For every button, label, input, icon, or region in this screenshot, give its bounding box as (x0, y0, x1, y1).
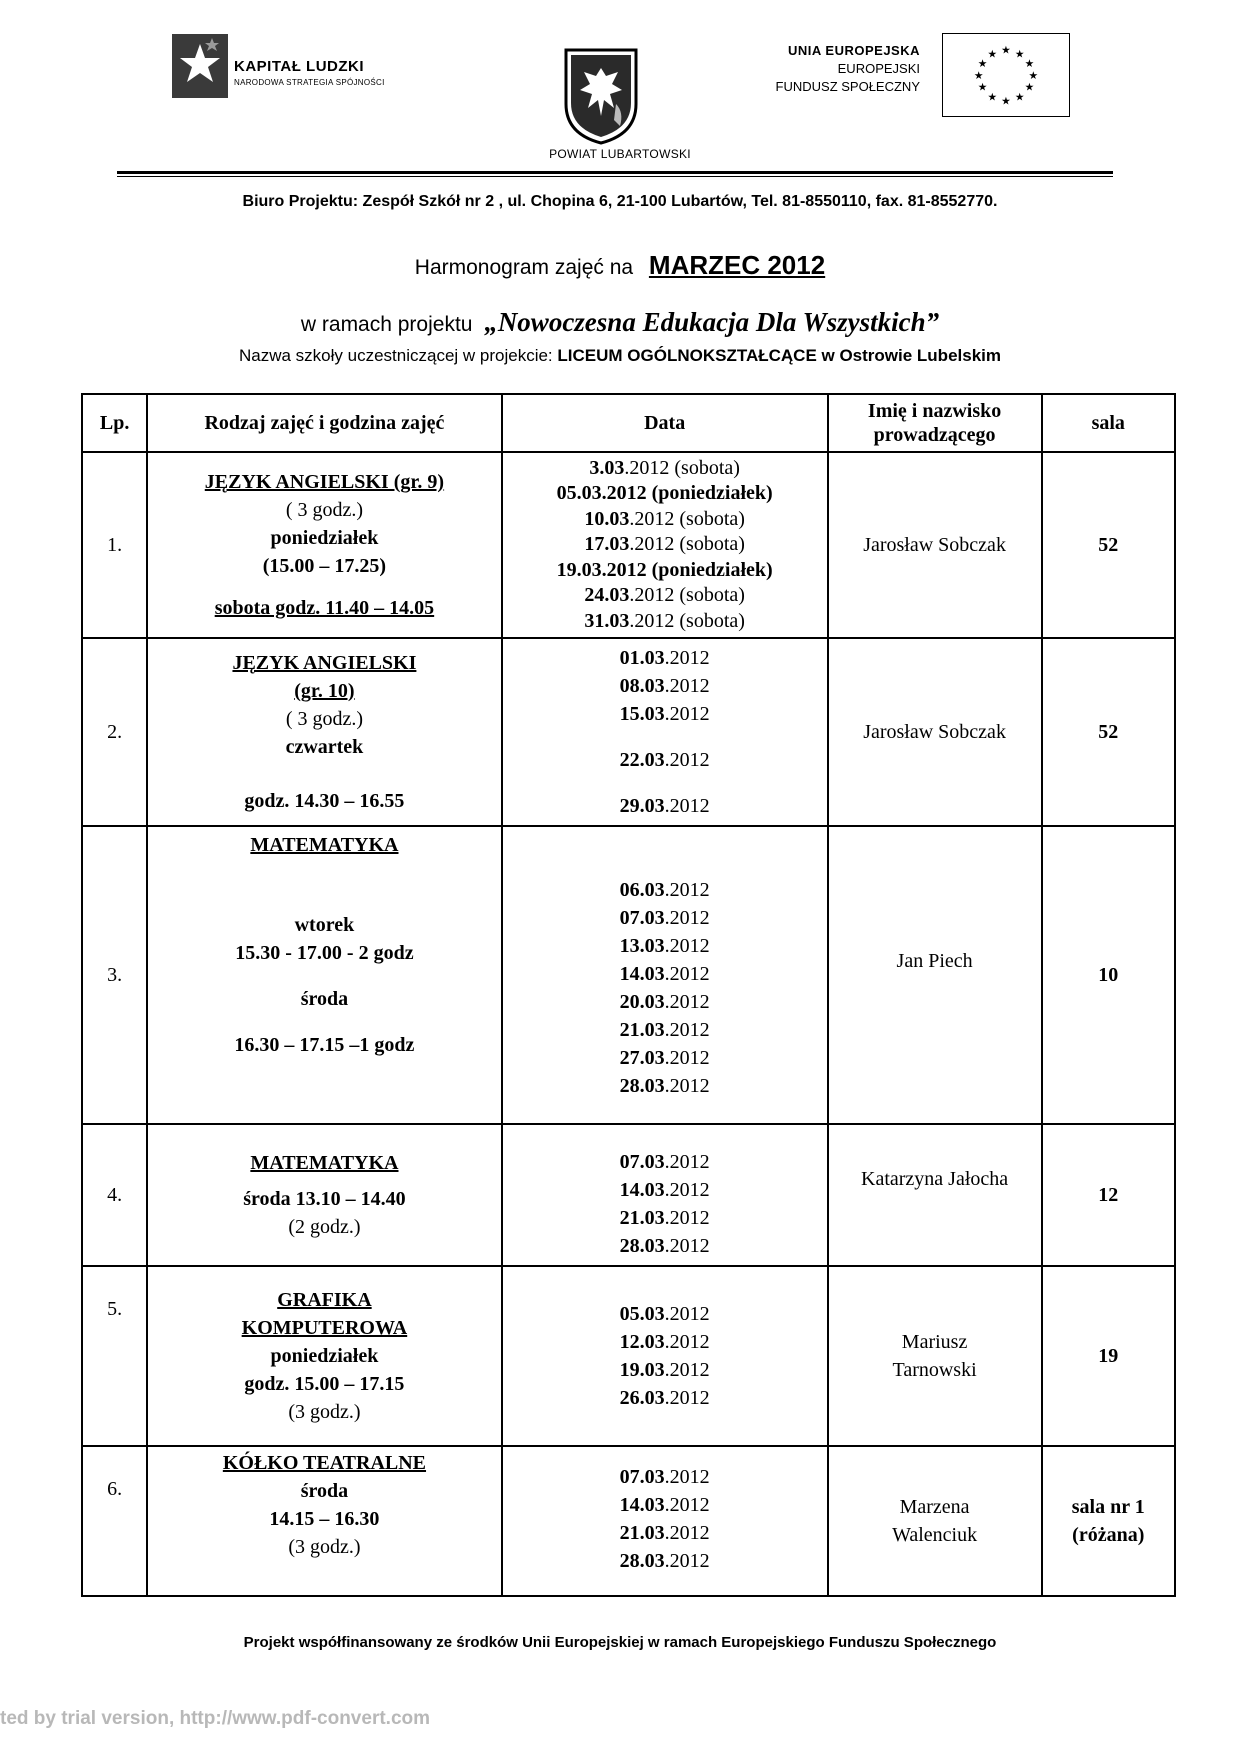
table-row (82, 452, 1175, 638)
row-dates (502, 1124, 828, 1266)
row-dates (502, 826, 828, 1124)
project-prefix: w ramach projektu (300, 313, 473, 336)
heading-month: MARZEC 2012 (648, 250, 826, 280)
subject-line: sobota godz. 11.40 – 14.05 (214, 597, 435, 619)
subject-line: (3 godz.) (288, 1401, 361, 1423)
teacher-line: Tarnowski (892, 1359, 977, 1381)
room-line: (różana) (1072, 1524, 1145, 1546)
svg-text:★: ★ (1028, 68, 1039, 82)
row-teacher: Jarosław Sobczak (828, 452, 1042, 638)
subject-line: KÓŁKO TEATRALNE (222, 1452, 427, 1474)
powiat-label: POWIAT LUBARTOWSKI (549, 147, 691, 161)
svg-text:★: ★ (1001, 43, 1011, 57)
footer-note: Projekt współfinansowany ze środków Unii Europejskiej w ramach Europejskiego Funduszu Społecznego (243, 1634, 997, 1651)
date-item: 15.03.2012 (619, 703, 710, 725)
date-item: 01.03.2012 (619, 647, 710, 669)
date-item: 07.03.2012 (619, 907, 710, 929)
eu-flag-icon (942, 33, 1070, 117)
ue-text-block (740, 42, 920, 96)
row-lp: 2. (82, 638, 147, 826)
schedule-table (81, 393, 1176, 1597)
svg-text:★: ★ (1014, 90, 1025, 104)
table-row (82, 1124, 1175, 1266)
row-dates (502, 1446, 828, 1596)
header-rule (117, 171, 1113, 174)
table-row (82, 1266, 1175, 1446)
row-lp: 1. (82, 452, 147, 638)
date-item: 31.03.2012 (sobota) (584, 609, 745, 632)
header-date: Data (502, 394, 828, 452)
date-item: 24.03.2012 (sobota) (584, 584, 745, 607)
teacher-line: Marzena (899, 1496, 970, 1518)
subject-line: JĘZYK ANGIELSKI (gr. 9) (204, 471, 445, 493)
row-room: 12 (1042, 1124, 1175, 1266)
date-item: 28.03.2012 (619, 1075, 710, 1097)
date-item: 22.03.2012 (619, 749, 710, 771)
school-name: LICEUM OGÓLNOKSZTAŁCĄCE w Ostrowie Lubelskim (557, 346, 1001, 365)
date-item: 20.03.2012 (619, 991, 710, 1013)
date-item: 14.03.2012 (619, 1494, 710, 1516)
heading-prefix: Harmonogram zajęć na (414, 256, 634, 279)
subject-line: GRAFIKA (277, 1289, 372, 1311)
row-teacher: Jarosław Sobczak (828, 638, 1042, 826)
row-lp: 3. (82, 826, 147, 1124)
date-item: 21.03.2012 (619, 1522, 710, 1544)
subject-line: KOMPUTEROWA (241, 1317, 408, 1339)
row-teacher (828, 1266, 1042, 1446)
school-prefix: Nazwa szkoły uczestniczącej w projekcie: (238, 346, 553, 365)
date-item: 13.03.2012 (619, 935, 710, 957)
watermark: ted by trial version, http://www.pdf-convert.com (0, 1708, 431, 1729)
row-room (1042, 1446, 1175, 1596)
table-row (82, 638, 1175, 826)
header-rule-thin (117, 176, 1113, 177)
star-logo-icon (172, 34, 228, 98)
row-teacher (828, 1446, 1042, 1596)
date-item: 07.03.2012 (619, 1466, 710, 1488)
subject-line: wtorek (294, 914, 355, 936)
svg-text:★: ★ (977, 80, 988, 94)
table-header-row (82, 394, 1175, 452)
date-item: 26.03.2012 (619, 1387, 710, 1409)
subject-line: ( 3 godz.) (285, 708, 364, 730)
date-item: 21.03.2012 (619, 1019, 710, 1041)
date-item: 14.03.2012 (619, 963, 710, 985)
date-item: 29.03.2012 (619, 795, 710, 817)
header-lp: Lp. (82, 394, 147, 452)
date-item: 05.03.2012 (poniedziałek) (556, 482, 773, 505)
project-line (100, 307, 1140, 338)
subject-line: środa 13.10 – 14.40 (243, 1188, 406, 1210)
svg-text:★: ★ (977, 57, 988, 71)
subject-line: JĘZYK ANGIELSKI (232, 652, 417, 674)
date-item: 17.03.2012 (sobota) (584, 533, 745, 556)
row-subject (147, 1124, 501, 1266)
teacher-line: Walenciuk (892, 1524, 978, 1546)
svg-text:★: ★ (973, 68, 984, 82)
date-item: 08.03.2012 (619, 675, 710, 697)
header-subject: Rodzaj zajęć i godzina zajęć (147, 394, 501, 452)
row-room: 52 (1042, 452, 1175, 638)
schedule-heading (100, 250, 1140, 281)
subject-line: środa (300, 988, 349, 1010)
subject-line: godz. 15.00 – 17.15 (244, 1373, 405, 1395)
subject-line: poniedziałek (270, 527, 379, 549)
kapital-ludzki-title: KAPITAŁ LUDZKI (234, 58, 365, 75)
subject-line: (gr. 10) (294, 680, 355, 702)
teacher-line: Mariusz (901, 1331, 968, 1353)
subject-line: MATEMATYKA (250, 834, 399, 856)
subject-line: (3 godz.) (288, 1536, 361, 1558)
project-name: „Nowoczesna Edukacja Dla Wszystkich” (484, 307, 940, 337)
subject-line: (2 godz.) (288, 1216, 361, 1238)
date-item: 28.03.2012 (619, 1235, 710, 1257)
table-row (82, 826, 1175, 1124)
date-item: 19.03.2012 (619, 1359, 710, 1381)
date-item: 07.03.2012 (619, 1151, 710, 1173)
date-item: 3.03.2012 (sobota) (589, 456, 740, 479)
date-item: 14.03.2012 (619, 1179, 710, 1201)
row-room: 10 (1042, 826, 1175, 1124)
date-item: 10.03.2012 (sobota) (584, 507, 745, 530)
subject-line: czwartek (285, 736, 364, 758)
row-subject (147, 638, 501, 826)
room-line: sala nr 1 (1071, 1496, 1145, 1518)
date-item: 12.03.2012 (619, 1331, 710, 1353)
table-row (82, 1446, 1175, 1596)
row-dates (502, 638, 828, 826)
date-item: 27.03.2012 (619, 1047, 710, 1069)
svg-text:★: ★ (987, 47, 998, 61)
row-lp: 6. (82, 1446, 147, 1596)
school-line (60, 346, 1180, 366)
row-subject (147, 452, 501, 638)
row-lp: 5. (82, 1266, 147, 1446)
powiat-crest-icon (562, 46, 640, 146)
date-item: 19.03.2012 (poniedziałek) (556, 558, 773, 581)
ue-line-2: EUROPEJSKI (837, 61, 920, 76)
row-teacher: Katarzyna Jałocha (828, 1124, 1042, 1266)
svg-text:★: ★ (1024, 57, 1035, 71)
row-subject (147, 1266, 501, 1446)
subject-line: środa (300, 1480, 349, 1502)
svg-text:★: ★ (1014, 47, 1025, 61)
row-subject (147, 826, 501, 1124)
svg-text:★: ★ (1024, 80, 1035, 94)
ue-title: UNIA EUROPEJSKA (788, 43, 920, 58)
svg-text:★: ★ (987, 90, 998, 104)
date-item: 05.03.2012 (619, 1303, 710, 1325)
row-dates (502, 1266, 828, 1446)
date-item: 06.03.2012 (619, 879, 710, 901)
subject-line: MATEMATYKA (250, 1152, 399, 1174)
row-room: 52 (1042, 638, 1175, 826)
date-item: 28.03.2012 (619, 1550, 710, 1572)
subject-line: poniedziałek (270, 1345, 379, 1367)
row-dates (502, 452, 828, 638)
header-room: sala (1042, 394, 1175, 452)
svg-text:★: ★ (1001, 94, 1011, 108)
subject-line: 16.30 – 17.15 –1 godz (234, 1034, 415, 1056)
office-address: Biuro Projektu: Zespół Szkół nr 2 , ul. Chopina 6, 21-100 Lubartów, Tel. 81-8550110, fax. 81-8552770. (242, 193, 998, 210)
subject-line: (15.00 – 17.25) (262, 555, 387, 577)
row-subject (147, 1446, 501, 1596)
header-teacher: Imię i nazwisko prowadzącego (828, 394, 1042, 452)
row-teacher: Jan Piech (828, 826, 1042, 1124)
subject-line: ( 3 godz.) (285, 499, 364, 521)
date-item: 21.03.2012 (619, 1207, 710, 1229)
row-lp: 4. (82, 1124, 147, 1266)
subject-line: 14.15 – 16.30 (269, 1508, 380, 1530)
kapital-ludzki-subtitle: NARODOWA STRATEGIA SPÓJNOŚCI (234, 78, 385, 87)
subject-line: 15.30 - 17.00 - 2 godz (235, 942, 414, 964)
row-room: 19 (1042, 1266, 1175, 1446)
kapital-ludzki-logo (172, 30, 402, 105)
ue-line-3: FUNDUSZ SPOŁECZNY (775, 79, 920, 94)
subject-line: godz. 14.30 – 16.55 (244, 790, 405, 812)
